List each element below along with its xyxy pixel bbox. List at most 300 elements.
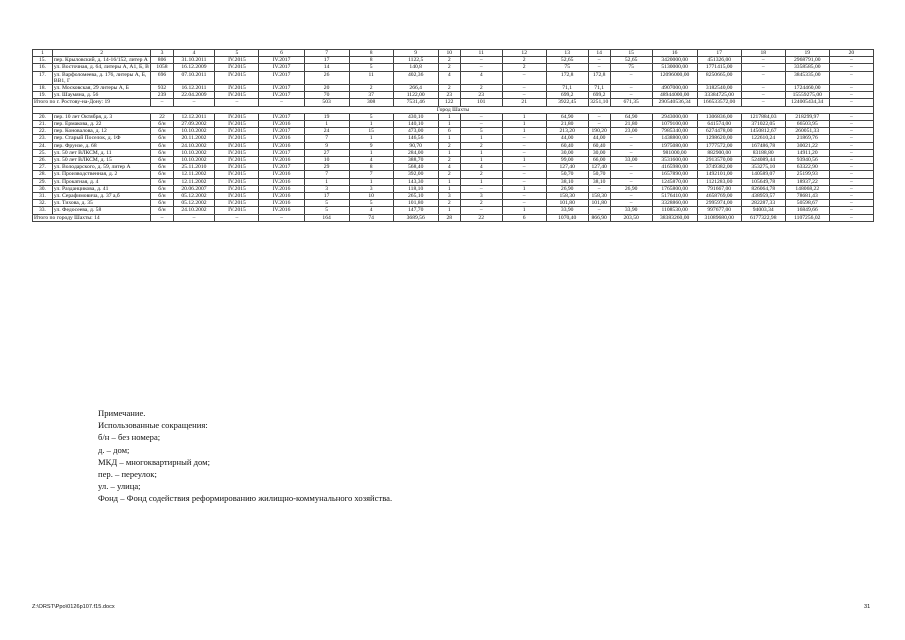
notes-line: МКД – многоквартирный дом; — [98, 456, 210, 467]
table-cell: 4907000,00 — [652, 85, 697, 92]
table-cell: 78681,43 — [785, 193, 829, 200]
table-cell: – — [829, 185, 873, 192]
table-cell: – — [610, 193, 652, 200]
column-number: 12 — [502, 50, 546, 57]
column-number: 17 — [697, 50, 741, 57]
table-cell: 2995974,00 — [697, 200, 741, 207]
table-cell: 1 — [438, 185, 460, 192]
table-cell: 18937,22 — [785, 178, 829, 185]
table-cell: 218299,97 — [785, 113, 829, 120]
table-cell: 7 — [349, 171, 393, 178]
table-cell: 33384725,00 — [697, 92, 741, 99]
table-cell: 60,40 — [546, 142, 588, 149]
table-cell: 866,90 — [588, 214, 610, 221]
table-cell: 1079100,00 — [652, 121, 697, 128]
table-cell: 38383260,00 — [652, 214, 697, 221]
table-cell: 473,00 — [393, 128, 438, 135]
table-cell: – — [502, 142, 546, 149]
table-cell: 172,8 — [588, 71, 610, 84]
table-cell: – — [502, 135, 546, 142]
table-cell: IV.2015 — [215, 178, 259, 185]
table-cell: 24. — [33, 142, 53, 149]
table-cell: IV.2016 — [259, 135, 304, 142]
table-cell: 38,10 — [588, 178, 610, 185]
table-cell: 33,90 — [610, 207, 652, 214]
table-cell: IV.2015 — [215, 135, 259, 142]
table-cell: 438959,57 — [741, 193, 785, 200]
table-cell: 524089,44 — [741, 157, 785, 164]
data-table-wrap — [32, 49, 874, 222]
table-cell: IV.2015 — [215, 164, 259, 171]
table-cell: 2 — [438, 64, 460, 71]
table-cell: 44,00 — [546, 135, 588, 142]
table-cell: 806 — [151, 57, 173, 64]
table-cell: 4 — [438, 164, 460, 171]
table-cell: 4165980,00 — [652, 164, 697, 171]
table-cell: 282287,33 — [741, 200, 785, 207]
table-cell: 20 — [304, 85, 349, 92]
table-row — [33, 135, 874, 142]
table-cell: 1122,5 — [393, 57, 438, 64]
table-cell: 20.11.2002 — [173, 135, 215, 142]
table-cell: 33,90 — [546, 207, 588, 214]
table-cell: 101 — [460, 99, 502, 106]
table-cell: б/н — [151, 128, 173, 135]
table-cell: – — [610, 135, 652, 142]
table-cell: – — [610, 149, 652, 156]
table-cell: 147,70 — [393, 207, 438, 214]
table-cell: 1 — [438, 135, 460, 142]
table-cell: – — [610, 142, 652, 149]
table-cell: 22 — [151, 113, 173, 120]
table-cell: – — [610, 85, 652, 92]
table-cell: – — [502, 200, 546, 207]
table-cell: ул. Восточная, д. 64, литеры А, А1, Б, В — [52, 64, 151, 71]
table-cell: 26. — [33, 157, 53, 164]
table-cell: 5 — [460, 128, 502, 135]
table-cell: 1 — [349, 178, 393, 185]
table-cell: 25199,93 — [785, 171, 829, 178]
column-number: 16 — [652, 50, 697, 57]
table-cell: 20. — [33, 113, 53, 120]
table-cell: 101,80 — [588, 200, 610, 207]
table-cell: 2 — [502, 57, 546, 64]
table-cell: 33. — [33, 207, 53, 214]
table-cell: 12.11.2002 — [173, 171, 215, 178]
table-cell: 21 — [502, 99, 546, 106]
table-cell: – — [741, 64, 785, 71]
table-cell: – — [829, 157, 873, 164]
table-cell: 6 — [438, 128, 460, 135]
table-cell: 31. — [33, 193, 53, 200]
table-cell: – — [829, 113, 873, 120]
table-cell: 26,90 — [610, 185, 652, 192]
table-cell: IV.2017 — [259, 57, 304, 64]
table-cell: 265,10 — [393, 193, 438, 200]
table-cell: ул. Разданцикова, д. 41 — [52, 185, 151, 192]
table-cell: 14 — [304, 64, 349, 71]
table-row — [33, 113, 874, 120]
table-row — [33, 157, 874, 164]
table-cell: – — [460, 57, 502, 64]
notes-title: Примечание. — [98, 408, 146, 418]
table-cell: – — [829, 193, 873, 200]
table-cell: 190,20 — [588, 128, 610, 135]
table-cell: – — [829, 85, 873, 92]
table-cell: 1107256,02 — [785, 214, 829, 221]
table-cell: 16.12.2009 — [173, 64, 215, 71]
column-number: 20 — [829, 50, 873, 57]
table-row — [33, 57, 874, 64]
table-cell: 7 — [304, 171, 349, 178]
table-cell: 1 — [438, 207, 460, 214]
table-cell: 29. — [33, 178, 53, 185]
table-cell: IV.2015 — [215, 57, 259, 64]
table-cell: 6274478,00 — [697, 128, 741, 135]
table-cell: 74 — [349, 214, 393, 221]
table-cell: – — [829, 142, 873, 149]
table-cell: 22. — [33, 128, 53, 135]
table-cell: 30,00 — [588, 149, 610, 156]
table-cell: – — [588, 207, 610, 214]
table-cell: 932 — [151, 85, 173, 92]
table-cell: 1 — [460, 135, 502, 142]
table-cell: 17. — [33, 71, 53, 84]
table-cell: 1122,00 — [393, 92, 438, 99]
table-cell: 11 — [349, 71, 393, 84]
table-cell: 17 — [304, 193, 349, 200]
table-cell: IV.2015 — [215, 200, 259, 207]
table-cell: 371022,05 — [741, 121, 785, 128]
table-cell: 158,30 — [546, 193, 588, 200]
column-number: 15 — [610, 50, 652, 57]
table-cell: 1298620,00 — [697, 135, 741, 142]
table-cell: 3689,56 — [393, 214, 438, 221]
table-cell: 2 — [438, 57, 460, 64]
table-cell: 23,00 — [610, 128, 652, 135]
table-cell: 1 — [438, 178, 460, 185]
table-cell: IV.2017 — [259, 92, 304, 99]
table-cell: 38,10 — [546, 178, 588, 185]
table-cell: IV.2017 — [259, 85, 304, 92]
table-cell: 1 — [349, 121, 393, 128]
table-cell: 27. — [33, 164, 53, 171]
table-cell: 94003,34 — [741, 207, 785, 214]
table-cell: 430,10 — [393, 113, 438, 120]
table-row — [33, 171, 874, 178]
table-cell: 22.04.2009 — [173, 92, 215, 99]
table-cell: 21. — [33, 121, 53, 128]
table-cell: 52,65 — [546, 57, 588, 64]
table-cell: – — [151, 214, 173, 221]
table-cell: – — [173, 99, 215, 106]
table-cell: 1777572,00 — [697, 142, 741, 149]
table-cell: 26 — [304, 71, 349, 84]
column-number: 1 — [33, 50, 53, 57]
table-cell: 37 — [349, 92, 393, 99]
table-cell: – — [829, 171, 873, 178]
table-cell: 8 — [349, 57, 393, 64]
table-cell: 50598,67 — [785, 200, 829, 207]
table-cell: – — [829, 164, 873, 171]
table-cell: 124005434,34 — [785, 99, 829, 106]
table-cell: 1217884,03 — [741, 113, 785, 120]
table-cell: 2 — [438, 171, 460, 178]
table-cell: 122 — [438, 99, 460, 106]
table-cell: 7531,46 — [393, 99, 438, 106]
table-cell: б/н — [151, 207, 173, 214]
table-cell: 1 — [460, 149, 502, 156]
table-cell: 21,80 — [546, 121, 588, 128]
table-cell: б/н — [151, 121, 173, 128]
table-row — [33, 128, 874, 135]
table-cell: – — [259, 214, 304, 221]
table-cell: IV.2015 — [215, 64, 259, 71]
table-row — [33, 71, 874, 84]
table-cell: 5 — [349, 200, 393, 207]
page-number: 31 — [864, 604, 871, 610]
table-row — [33, 92, 874, 99]
table-cell: 118,10 — [393, 185, 438, 192]
table-cell: 1 — [502, 121, 546, 128]
table-cell: 75 — [546, 64, 588, 71]
table-cell: 24.10.2002 — [173, 207, 215, 214]
notes-line: б/н – без номера; — [98, 432, 161, 443]
table-cell: – — [460, 113, 502, 120]
table-cell: 699,2 — [546, 92, 588, 99]
table-cell: 1058 — [151, 64, 173, 71]
table-row — [33, 64, 874, 71]
table-cell: пер. Ермакова, д. 22 — [52, 121, 151, 128]
table-cell: 284,00 — [393, 149, 438, 156]
table-cell: IV.2015 — [215, 193, 259, 200]
table-cell: 31089680,00 — [697, 214, 741, 221]
table-cell: 3420000,00 — [652, 57, 697, 64]
table-cell: 10.10.2002 — [173, 149, 215, 156]
table-cell: 172,8 — [546, 71, 588, 84]
table-cell: 158,30 — [588, 193, 610, 200]
table-cell: 10 — [349, 193, 393, 200]
table-cell: 23 — [438, 92, 460, 99]
table-cell: 5130000,00 — [652, 64, 697, 71]
table-cell: – — [829, 121, 873, 128]
table-cell: 10.10.2002 — [173, 157, 215, 164]
table-cell: 2 — [502, 64, 546, 71]
table-cell: 388,70 — [393, 157, 438, 164]
table-cell: 5 — [349, 113, 393, 120]
table-cell: IV.2015 — [215, 128, 259, 135]
table-cell: 10 — [304, 157, 349, 164]
table-cell: 27.09.2002 — [173, 121, 215, 128]
table-cell: 1306836,00 — [697, 113, 741, 120]
table-cell: 30,00 — [546, 149, 588, 156]
table-cell: 26,90 — [546, 185, 588, 192]
table-cell: – — [259, 99, 304, 106]
table-cell: 6 — [502, 214, 546, 221]
table-cell: IV.2015 — [215, 92, 259, 99]
table-cell: 239 — [151, 92, 173, 99]
table-cell: 1765800,00 — [652, 185, 697, 192]
column-number: 19 — [785, 50, 829, 57]
table-cell: 15. — [33, 57, 53, 64]
table-cell: 1 — [349, 135, 393, 142]
table-cell: 1 — [502, 157, 546, 164]
table-cell: 48944000,00 — [652, 92, 697, 99]
table-cell: – — [610, 71, 652, 84]
table-cell: 4 — [460, 71, 502, 84]
table-cell: – — [829, 135, 873, 142]
table-cell: 16. — [33, 64, 53, 71]
table-cell: 4658769,00 — [697, 193, 741, 200]
table-cell: – — [610, 164, 652, 171]
table-cell: – — [829, 178, 873, 185]
table-row — [33, 185, 874, 192]
table-cell: IV.2015 — [215, 142, 259, 149]
table-cell: 127,40 — [546, 164, 588, 171]
notes-abbrev-heading: Использованные сокращения: — [98, 420, 208, 431]
table-cell: 21869,76 — [785, 135, 829, 142]
table-cell: IV.2016 — [259, 207, 304, 214]
table-cell: – — [588, 64, 610, 71]
table-cell: 105649,78 — [741, 178, 785, 185]
table-cell: IV.2017 — [259, 71, 304, 84]
table-cell: 90,70 — [393, 142, 438, 149]
table-cell: 1492101,00 — [697, 171, 741, 178]
table-cell: 981000,00 — [652, 149, 697, 156]
city-name: Город Шахты — [33, 106, 874, 113]
table-cell: IV.2015 — [215, 85, 259, 92]
table-cell: 93940,56 — [785, 157, 829, 164]
table-cell: 27 — [304, 149, 349, 156]
table-cell: пер. Старый Поселок, д. 1Ф — [52, 135, 151, 142]
table-cell: – — [588, 185, 610, 192]
table-cell: – — [829, 71, 873, 84]
table-cell: 1 — [304, 178, 349, 185]
table-cell: – — [610, 171, 652, 178]
table-cell: 101,80 — [393, 200, 438, 207]
table-cell: 63322,90 — [785, 164, 829, 171]
table-cell: 28 — [438, 214, 460, 221]
table-cell: – — [588, 121, 610, 128]
table-cell: IV.2016 — [259, 193, 304, 200]
table-cell: 30. — [33, 185, 53, 192]
table-cell: ул. 50 лет ВЛКСМ, д. 11 — [52, 149, 151, 156]
notes-line: пер. – переулок; — [98, 469, 157, 480]
notes-line: д. – дом; — [98, 444, 130, 455]
data-table — [32, 49, 874, 222]
table-row — [33, 178, 874, 185]
table-cell: 3182540,00 — [697, 85, 741, 92]
table-cell: 164 — [304, 214, 349, 221]
table-cell: 5 — [304, 207, 349, 214]
table-cell: IV.2016 — [259, 157, 304, 164]
table-row — [33, 164, 874, 171]
table-cell: 826064,78 — [741, 185, 785, 192]
table-cell: 50,70 — [588, 171, 610, 178]
table-cell: 18. — [33, 85, 53, 92]
table-cell: – — [151, 99, 173, 106]
table-cell: 7985340,00 — [652, 128, 697, 135]
table-cell: 2 — [438, 142, 460, 149]
table-cell: 9 — [349, 142, 393, 149]
table-cell: IV.2015 — [215, 113, 259, 120]
table-cell: б/н — [151, 171, 173, 178]
table-cell: пер. 10 лет Октября, д. 3 — [52, 113, 151, 120]
table-cell: – — [610, 200, 652, 207]
table-cell: 19 — [304, 113, 349, 120]
table-cell: 16849,66 — [785, 207, 829, 214]
table-cell: 3531600,00 — [652, 157, 697, 164]
table-cell: 2943000,00 — [652, 113, 697, 120]
table-cell: б/н — [151, 178, 173, 185]
table-cell: – — [460, 121, 502, 128]
table-cell: IV.2016 — [259, 200, 304, 207]
table-cell: 3251,10 — [590, 99, 609, 106]
table-cell: 50,70 — [546, 171, 588, 178]
table-cell: 32. — [33, 200, 53, 207]
table-cell: 1438800,00 — [652, 135, 697, 142]
table-cell: 30021,22 — [785, 142, 829, 149]
column-number: 8 — [349, 50, 393, 57]
city-header-row — [33, 106, 874, 113]
table-cell: пер. Фрунзе, д. 68 — [52, 142, 151, 149]
table-cell: IV.2017 — [259, 164, 304, 171]
table-cell: 8 — [349, 164, 393, 171]
table-cell: 4 — [349, 207, 393, 214]
table-cell: б/н — [151, 193, 173, 200]
table-cell: – — [502, 71, 546, 84]
table-cell: IV.2016 — [259, 142, 304, 149]
table-cell: 60,40 — [588, 142, 610, 149]
table-cell: 1 — [502, 207, 546, 214]
table-cell: – — [829, 214, 873, 221]
table-cell: 5 — [304, 200, 349, 207]
column-number: 9 — [393, 50, 438, 57]
table-cell: 3845335,00 — [785, 71, 829, 84]
table-cell: Итого по г. Ростову-на-Дону: 19 — [33, 99, 151, 106]
table-cell: 9 — [304, 142, 349, 149]
table-cell: ул. Серафимовича, д. 37 а,б — [52, 193, 151, 200]
table-cell: 17 — [304, 57, 349, 64]
table-row — [33, 200, 874, 207]
table-cell: 64,90 — [546, 113, 588, 120]
table-cell: 66,00 — [588, 157, 610, 164]
table-cell: 140,8 — [393, 64, 438, 71]
table-cell: 4 — [349, 157, 393, 164]
table-cell: 29 — [304, 164, 349, 171]
table-cell: ул. Володарского, д. 59, литер А — [52, 164, 151, 171]
table-cell: 5 — [349, 64, 393, 71]
table-cell: 140,10 — [393, 121, 438, 128]
subtotal-row-rostov — [33, 99, 874, 106]
table-cell: 7 — [304, 135, 349, 142]
table-cell: 308 — [349, 99, 393, 106]
table-cell: ул. Шаумяна, д. 56 — [52, 92, 151, 99]
table-cell: 14911,20 — [785, 149, 829, 156]
table-cell: 290540536,34 — [652, 99, 697, 106]
table-row — [33, 193, 874, 200]
table-cell: 66503,95 — [785, 121, 829, 128]
table-cell: ул. Производственная, д. 2 — [52, 171, 151, 178]
table-cell: б/н — [151, 164, 173, 171]
table-cell: 3749382,00 — [697, 164, 741, 171]
table-cell: ул. Прокатная, д. 4 — [52, 178, 151, 185]
table-cell: 2 — [460, 200, 502, 207]
table-cell: 15559275,00 — [785, 92, 829, 99]
table-cell: – — [588, 113, 610, 120]
table-cell: 1 — [349, 149, 393, 156]
table-cell: б/н — [151, 142, 173, 149]
